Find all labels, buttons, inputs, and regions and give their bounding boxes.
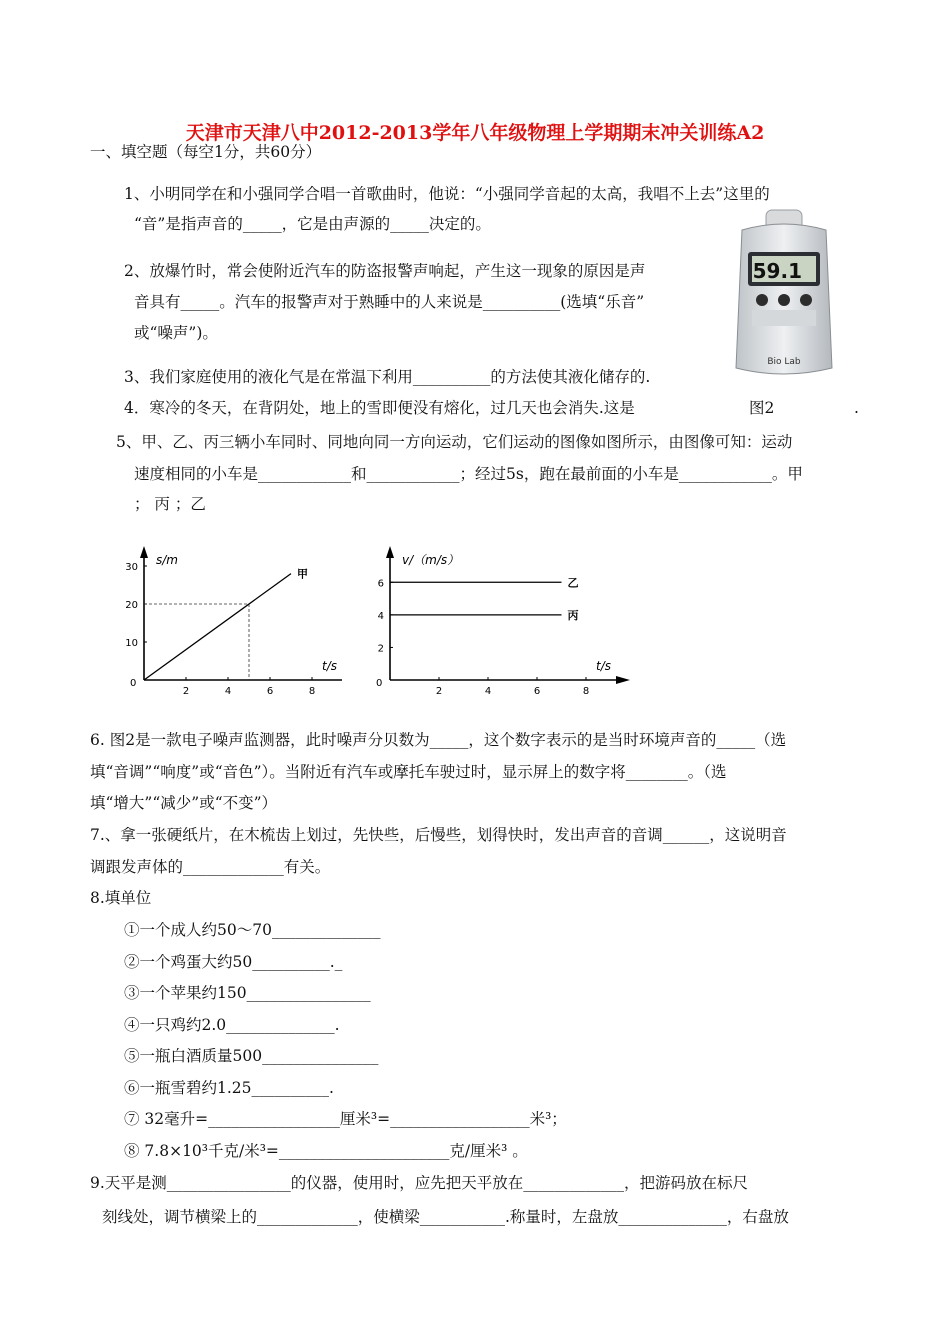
figure-2-label: 图2 bbox=[749, 399, 775, 417]
q8-item: ⑤一瓶白酒质量500_______________ bbox=[124, 1047, 379, 1065]
x-axis-label: t/s bbox=[322, 659, 337, 673]
q5-line1: 5、甲、乙、丙三辆小车同时、同地向同一方向运动，它们运动的图像如图所示，由图像可知：运动 bbox=[116, 433, 793, 451]
series-label: 丙 bbox=[567, 608, 579, 622]
x-tick-label: 4 bbox=[224, 686, 232, 694]
q2-line3: 或“噪声”)。 bbox=[134, 324, 218, 342]
section-heading: 一、填空题（每空1分，共60分） bbox=[90, 143, 322, 161]
sound-level-meter-icon bbox=[728, 208, 840, 380]
y-tick-label: 2 bbox=[377, 643, 384, 655]
x-tick-label: 4 bbox=[484, 686, 492, 694]
q6-line1: 6. 图2是一款电子噪声监测器，此时噪声分贝数为_____，这个数字表示的是当时环境声音的_____（选 bbox=[90, 731, 787, 749]
x-tick-label: 8 bbox=[582, 686, 590, 694]
q2-line1: 2、放爆竹时，常会使附近汽车的防盗报警声响起，产生这一现象的原因是声 bbox=[124, 262, 646, 280]
device-display-value: 59.1 bbox=[752, 259, 802, 283]
x-tick-label: 6 bbox=[533, 686, 541, 694]
q4-end: . bbox=[854, 399, 859, 417]
q8-item: ④一只鸡约2.0______________. bbox=[124, 1016, 340, 1034]
q9-line1: 9.天平是测________________的仪器，使用时，应先把天平放在_____________，把游码放在标尺 bbox=[90, 1174, 749, 1192]
page-title: 天津市天津八中2012-2013学年八年级物理上学期期末冲关训练A2 bbox=[185, 122, 765, 144]
q7-line2: 调跟发声体的_____________有关。 bbox=[90, 858, 331, 876]
q6-line2: 填“音调”“响度”或“音色”）。当附近有汽车或摩托车驶过时，显示屏上的数字将________。（选 bbox=[90, 763, 727, 781]
y-axis-label: v/（m/s） bbox=[402, 553, 460, 567]
q8-heading: 8.填单位 bbox=[90, 889, 152, 907]
q5-line3: ； 丙 ；乙 bbox=[134, 495, 206, 513]
q3-text: 3、我们家庭使用的液化气是在常温下利用__________的方法使其液化储存的. bbox=[124, 368, 651, 386]
q8-item: ③一个苹果约150________________ bbox=[124, 984, 371, 1002]
x-axis-arrow bbox=[616, 676, 630, 684]
q8-item: ②一个鸡蛋大约50__________._ bbox=[124, 953, 343, 971]
q7-line1: 7.、拿一张硬纸片，在木梳齿上划过，先快些，后慢些，划得快时，发出声音的音调______，这说明音 bbox=[90, 826, 787, 844]
y-tick-label: 6 bbox=[377, 578, 384, 590]
series-label: 甲 bbox=[297, 567, 308, 581]
y-axis-arrow bbox=[140, 546, 148, 558]
q8-item: ⑧ 7.8×10³千克/米³=______________________克/厘米³ 。 bbox=[124, 1142, 528, 1160]
x-tick-label: 6 bbox=[266, 686, 274, 694]
y-tick-label: 30 bbox=[125, 562, 138, 573]
x-tick-label: 2 bbox=[435, 686, 443, 694]
x-tick-label: 2 bbox=[182, 686, 190, 694]
y-axis-label: s/m bbox=[156, 553, 178, 567]
vt-chart bbox=[358, 534, 638, 694]
q8-item: ⑥一瓶雪碧约1.25__________. bbox=[124, 1079, 334, 1097]
x-axis-label: t/s bbox=[596, 659, 611, 673]
y-tick-label: 4 bbox=[377, 610, 384, 622]
q1-line2: “音”是指声音的_____，它是由声源的_____决定的。 bbox=[134, 215, 491, 233]
q6-line3: 填“增大”“减少”或“不变”） bbox=[90, 794, 278, 812]
q1-line1: 1、小明同学在和小强同学合唱一首歌曲时，他说：“小强同学音起的太高，我唱不上去”这里的 bbox=[124, 185, 770, 203]
origin-label: 0 bbox=[376, 678, 383, 689]
y-axis-arrow bbox=[386, 546, 394, 558]
series-line bbox=[144, 574, 291, 680]
device-brand: Bio Lab bbox=[767, 357, 801, 367]
series-label: 乙 bbox=[567, 576, 579, 590]
vt-chart-plot bbox=[376, 546, 630, 694]
x-tick-label: 8 bbox=[308, 686, 316, 694]
q9-line2: 刻线处，调节横梁上的_____________，使横梁___________.称量时，左盘放______________，右盘放 bbox=[102, 1208, 789, 1226]
q2-line2: 音具有_____。汽车的报警声对于熟睡中的人来说是__________(选填“乐音” bbox=[134, 293, 645, 311]
origin-label: 0 bbox=[130, 678, 137, 689]
q4-text: 4．寒冷的冬天，在背阴处，地上的雪即便没有熔化，过几天也会消失.这是 bbox=[124, 399, 635, 417]
q8-item: ①一个成人约50～70______________ bbox=[124, 921, 381, 939]
q8-item: ⑦ 32毫升=_________________厘米³=__________________米³； bbox=[124, 1110, 567, 1128]
q5-line2: 速度相同的小车是____________和____________；经过5s，跑在最前面的小车是____________。甲 bbox=[134, 465, 803, 483]
y-tick-label: 20 bbox=[125, 600, 138, 611]
y-tick-label: 10 bbox=[125, 638, 138, 649]
st-chart bbox=[112, 534, 342, 694]
st-chart-plot bbox=[125, 546, 342, 694]
